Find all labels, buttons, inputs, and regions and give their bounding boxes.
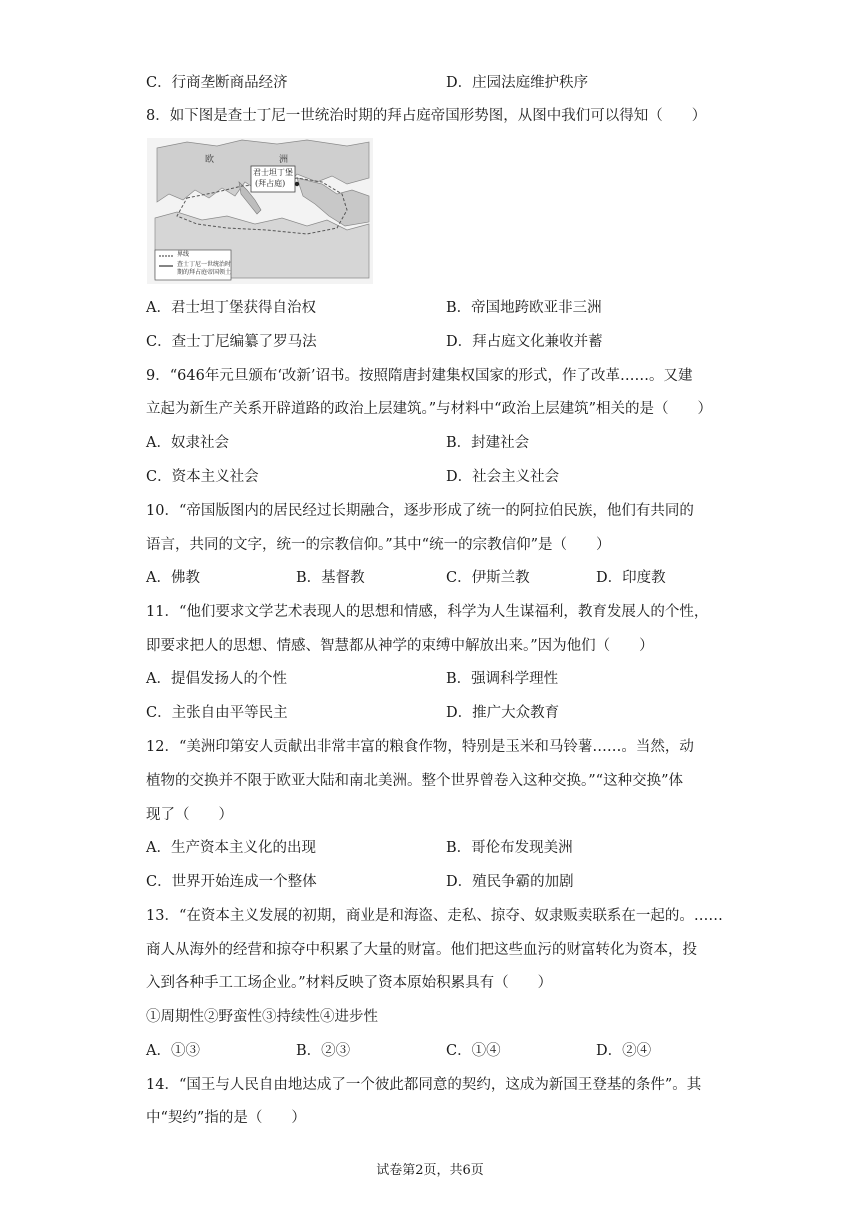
q12-option-b: B．哥伦布发现美洲 <box>446 840 573 856</box>
q13-stem-line-3: 入到各种手工工场企业。”材料反映了资本原始积累具有（ ） <box>146 975 553 991</box>
q11-option-a: A．提倡发扬人的个性 <box>146 671 287 687</box>
map-label-continent: 洲 <box>279 155 289 165</box>
q12-stem-line-3: 现了（ ） <box>146 807 233 823</box>
q12-option-d: D．殖民争霸的加剧 <box>446 874 574 890</box>
q7-option-d: D．庄园法庭维护秩序 <box>446 75 589 91</box>
map-legend-territory-1: 查士丁尼一世统治时 <box>177 261 232 268</box>
map-label-capital-paren: (拜占庭) <box>255 179 286 188</box>
q11-option-c: C．主张自由平等民主 <box>146 705 288 721</box>
map-label-europe: 欧 <box>205 155 215 165</box>
q13-option-c: C．①④ <box>446 1043 501 1059</box>
q13-stem-line-4: ①周期性②野蛮性③持续性④进步性 <box>146 1009 378 1025</box>
q9-option-c: C．资本主义社会 <box>146 469 259 485</box>
q11-option-d: D．推广大众教育 <box>446 705 560 721</box>
q12-option-a: A．生产资本主义化的出现 <box>146 840 316 856</box>
q8-option-d: D．拜占庭文化兼收并蓄 <box>446 334 603 350</box>
q12-option-c: C．世界开始连成一个整体 <box>146 874 317 890</box>
q10-option-b: B．基督教 <box>296 570 365 586</box>
page-footer: 试卷第2页，共6页 <box>376 1163 484 1178</box>
q8-option-c: C．查士丁尼编纂了罗马法 <box>146 334 317 350</box>
q8-option-a: A．君士坦丁堡获得自治权 <box>146 300 316 316</box>
map-legend-border: 界线 <box>177 251 190 258</box>
q10-stem-line-1: 10．“帝国版图内的居民经过长期融合，逐步形成了统一的阿拉伯民族，他们有共同的 <box>146 503 694 519</box>
q9-stem-line-2: 立起为新生产关系开辟道路的政治上层建筑。”与材料中“政治上层建筑”相关的是（ ） <box>146 401 712 417</box>
q7-option-c: C．行商垄断商品经济 <box>146 75 288 91</box>
q11-option-b: B．强调科学理性 <box>446 671 559 687</box>
q13-stem-line-1: 13．“在资本主义发展的初期，商业是和海盗、走私、掠夺、奴隶贩卖联系在一起的。…… <box>146 908 723 924</box>
q8-option-b: B．帝国地跨欧亚非三洲 <box>446 300 602 316</box>
q13-stem-line-2: 商人从海外的经营和掠夺中积累了大量的财富。他们把这些血污的财富转化为资本，投 <box>146 942 697 958</box>
q10-option-d: D．印度教 <box>596 570 666 586</box>
q14-stem-line-2: 中“契约”指的是（ ） <box>146 1110 306 1126</box>
byzantine-empire-map <box>147 138 373 284</box>
q11-stem-line-1: 11．“他们要求文学艺术表现人的思想和情感，科学为人生谋福利，教育发展人的个性， <box>146 604 709 620</box>
q11-stem-line-2: 即要求把人的思想、情感、智慧都从神学的束缚中解放出来。”因为他们（ ） <box>146 638 654 654</box>
map-legend-territory-2: 期的拜占庭帝国领土 <box>177 269 232 276</box>
q13-option-d: D．②④ <box>596 1043 652 1059</box>
q13-option-a: A．①③ <box>146 1043 200 1059</box>
q14-stem-line-1: 14．“国王与人民自由地达成了一个彼此都同意的契约，这成为新国王登基的条件”。其 <box>146 1077 702 1093</box>
q13-option-b: B．②③ <box>296 1043 351 1059</box>
q12-stem-line-1: 12．“美洲印第安人贡献出非常丰富的粮食作物，特别是玉米和马铃薯……。当然，动 <box>146 739 694 755</box>
q10-stem-line-2: 语言，共同的文字，统一的宗教信仰。”其中“统一的宗教信仰”是（ ） <box>146 537 611 553</box>
q9-option-b: B．封建社会 <box>446 435 530 451</box>
q12-stem-line-2: 植物的交换并不限于欧亚大陆和南北美洲。整个世界曾卷入这种交换。”“这种交换”体 <box>146 773 683 789</box>
q9-stem-line-1: 9．“646年元旦颁布‘改新’诏书。按照隋唐封建集权国家的形式，作了改革……。又建 <box>146 368 693 384</box>
q8-stem: 8．如下图是查士丁尼一世统治时期的拜占庭帝国形势图，从图中我们可以得知（ ） <box>146 108 707 124</box>
q10-option-c: C．伊斯兰教 <box>446 570 530 586</box>
map-label-capital: 君士坦丁堡 <box>253 168 293 177</box>
q10-option-a: A．佛教 <box>146 570 200 586</box>
q9-option-d: D．社会主义社会 <box>446 469 560 485</box>
q9-option-a: A．奴隶社会 <box>146 435 229 451</box>
